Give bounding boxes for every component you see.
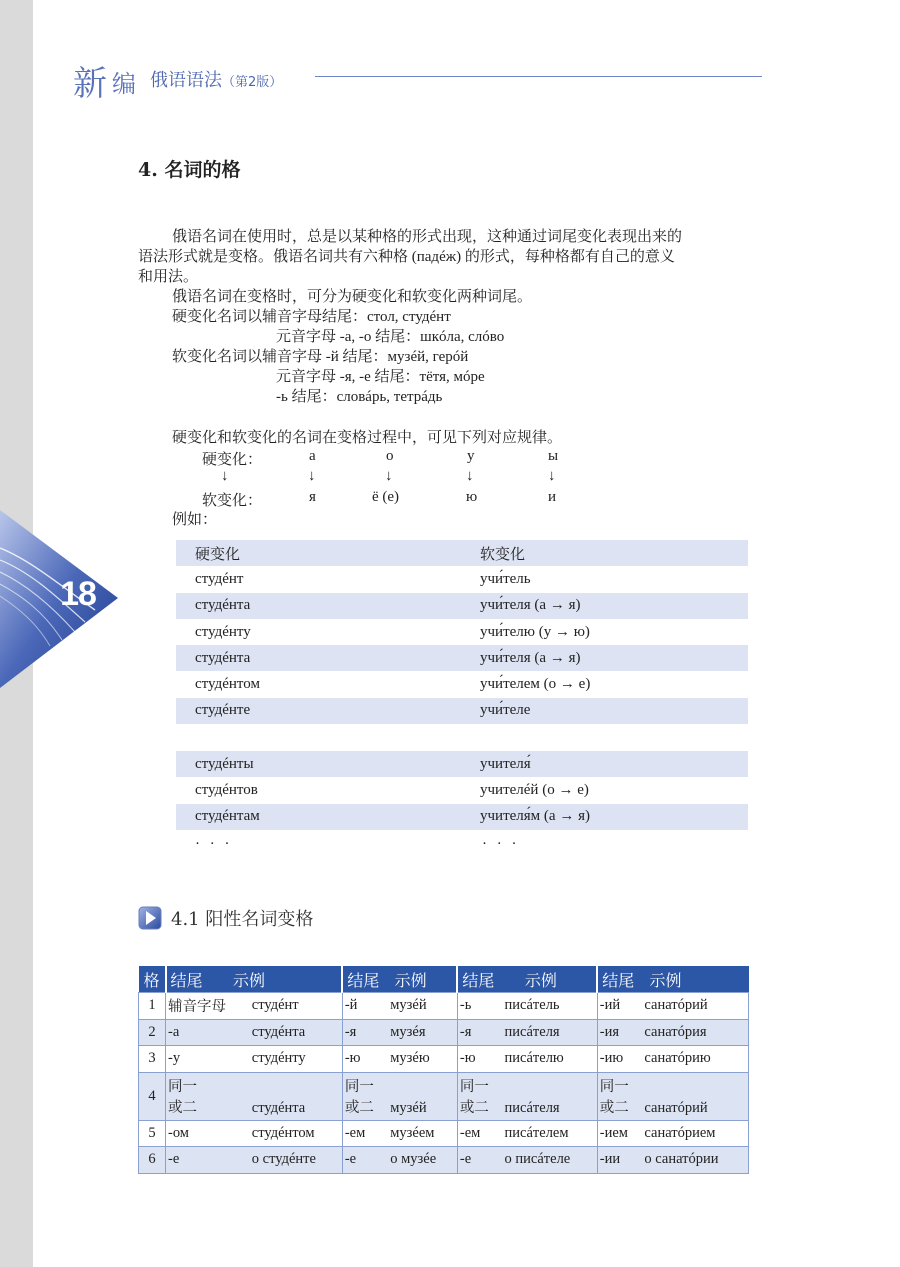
header-case: 格 [139, 966, 166, 993]
header-ending-example [457, 966, 597, 993]
play-arrow-icon [138, 906, 162, 930]
hard-form: студéнту [195, 623, 251, 640]
header-title-text: 俄语语法 [150, 70, 222, 91]
soft-form: учи́телем (о → е) [480, 676, 591, 693]
same-line-1: 同一 [168, 1079, 197, 1095]
case-number: 2 [139, 1019, 166, 1046]
table-row [176, 777, 748, 803]
example-cell: студéнта [250, 1072, 343, 1120]
arrow-down-icon: ↓ [548, 468, 556, 484]
soft-form: учи́теля (а → я) [480, 645, 748, 671]
case-number: 6 [139, 1147, 166, 1174]
hard-form: студéнты [176, 751, 480, 777]
soft-label: 软变化： [202, 493, 263, 509]
paragraph-soft-sign: -ь 结尾：словáрь, тетрáдь [276, 389, 443, 405]
ending-cell: -а [166, 1019, 250, 1046]
header-ending: 结尾 [462, 970, 495, 990]
example-cell: студéнт [250, 993, 343, 1020]
arrow-label-icon: ↓ [221, 468, 229, 484]
header-ending: 结尾 [602, 970, 635, 990]
header-ending: 结尾 [347, 970, 380, 990]
table-row [176, 619, 748, 645]
table-row [176, 804, 748, 830]
hard-form: студéнт [195, 570, 244, 587]
ending-cell: -й [342, 993, 388, 1020]
masculine-declension-table [138, 966, 749, 1174]
header-logo-bian: 编 [112, 70, 136, 98]
example-cell: писáтеля [503, 1019, 598, 1046]
hard-form: студéнте [176, 698, 480, 724]
ending-cell: -е [166, 1147, 250, 1174]
paragraph-soft-vowel: 元音字母 -я, -е 结尾：тётя, мóре [276, 369, 485, 385]
soft-form: учи́теля (а → я) [480, 593, 748, 619]
paragraph-correspondence-intro: 硬变化和软变化的名词在变格过程中，可见下列对应规律。 [172, 430, 563, 446]
ending-cell: 辅音字母 [166, 993, 250, 1020]
hard-letter-o: о [386, 448, 394, 464]
example-cell: писáтель [503, 993, 598, 1020]
ending-cell: -ием [597, 1120, 642, 1147]
example-cell: санатóрием [642, 1120, 748, 1147]
ending-cell: -ии [597, 1147, 642, 1174]
table-header-row [176, 540, 748, 566]
same-line-1: 同一 [599, 1079, 629, 1095]
ending-cell: -ию [597, 1046, 642, 1073]
hard-form: студéнтов [195, 782, 258, 799]
hard-form: студéнта [176, 593, 480, 619]
arrow-down-icon: ↓ [385, 468, 393, 484]
soft-letter-yu: ю [466, 489, 478, 505]
soft-form: учителя́м (а → я) [480, 804, 748, 830]
paragraph-1-line-1: 俄语名词在使用时，总是以某种格的形式出现，这种通过词尾变化表现出来的 [172, 229, 683, 245]
paragraph-2: 俄语名词在变格时，可分为硬变化和软变化两种词尾。 [172, 289, 533, 305]
example-cell: музéем [388, 1120, 457, 1147]
arrow-down-icon: ↓ [308, 468, 316, 484]
header-example: 示例 [394, 970, 427, 990]
table-row [139, 1072, 749, 1120]
header-ending: 结尾 [170, 970, 203, 990]
hard-letter-u: у [467, 448, 475, 464]
ending-cell: -ия [597, 1019, 642, 1046]
header-example: 示例 [649, 970, 682, 990]
same-line-2: 或二 [459, 1100, 489, 1116]
ending-cell: -ем [457, 1120, 502, 1147]
header-example: 示例 [524, 970, 557, 990]
example-cell: музéю [388, 1046, 457, 1073]
ending-cell [457, 1072, 502, 1120]
hard-form: студéнтам [176, 804, 480, 830]
header-edition: （第2版） [222, 75, 283, 90]
header-ending-example [597, 966, 748, 993]
same-line-2: 或二 [599, 1100, 629, 1116]
case-number: 5 [139, 1120, 166, 1147]
header-example: 示例 [233, 970, 266, 990]
ending-cell [342, 1072, 388, 1120]
example-cell: студéнтом [250, 1120, 343, 1147]
example-cell: писáтелем [503, 1120, 598, 1147]
arrow-down-icon: ↓ [466, 468, 474, 484]
same-line-2: 或二 [168, 1100, 197, 1116]
example-cell: санатóрию [642, 1046, 748, 1073]
ending-cell: -ий [597, 993, 642, 1020]
hard-form: студéнтом [195, 676, 260, 693]
header-rule [315, 76, 762, 77]
table-spacer-row [176, 724, 748, 751]
chapter-tab-decoration [0, 0, 130, 1267]
ending-cell: -я [457, 1019, 502, 1046]
ending-cell: -ем [342, 1120, 388, 1147]
soft-form: учи́тель [480, 570, 531, 587]
same-line-1: 同一 [344, 1079, 374, 1095]
ending-cell [166, 1072, 250, 1120]
example-cell: о санатóрии [642, 1147, 748, 1174]
example-cell: музéй [388, 1072, 457, 1120]
soft-letter-yo: ё (е) [372, 489, 400, 505]
paragraph-1-line-2: 语法形式就是变格。俄语名词共有六种格 (падéж) 的形式，每种格都有自己的意义 [138, 249, 675, 265]
case-number: 4 [139, 1072, 166, 1120]
example-cell: музéя [388, 1019, 457, 1046]
paragraph-1-line-3: 和用法。 [138, 269, 199, 285]
table-row [139, 993, 749, 1020]
header-book-title [150, 66, 282, 92]
ending-cell: -ом [166, 1120, 250, 1147]
example-cell: писáтелю [503, 1046, 598, 1073]
ending-cell: -ю [342, 1046, 388, 1073]
hard-letter-y: ы [548, 448, 559, 464]
table-row [176, 698, 748, 724]
soft-letter-i: и [548, 489, 557, 505]
hard-soft-comparison-table [176, 540, 748, 830]
table-row [139, 1120, 749, 1147]
ending-cell: -я [342, 1019, 388, 1046]
ending-cell: -е [457, 1147, 502, 1174]
soft-form: учи́теле [480, 698, 748, 724]
example-cell: санатóрий [642, 1072, 748, 1120]
ending-cell: -ю [457, 1046, 502, 1073]
table-row [176, 645, 748, 671]
subsection-title: 4.1 阳性名词变格 [171, 909, 314, 930]
header-ending-example [342, 966, 457, 993]
example-cell: студéнту [250, 1046, 343, 1073]
example-cell: студéнта [250, 1019, 343, 1046]
section-title: 4. 名词的格 [138, 159, 241, 181]
table-row [176, 751, 748, 777]
ellipsis-hard: · · · [195, 836, 233, 852]
example-cell: о музéе [388, 1147, 457, 1174]
ending-cell: -ь [457, 993, 502, 1020]
example-cell: о студéнте [250, 1147, 343, 1174]
hard-letter-a: а [309, 448, 316, 464]
declension-header-row [139, 966, 749, 993]
paragraph-hard-consonant: 硬变化名词以辅音字母结尾：стол, студéнт [172, 309, 451, 325]
example-label: 例如： [172, 512, 218, 528]
table-row [139, 1046, 749, 1073]
ellipsis-soft: · · · [482, 836, 520, 852]
header-ending-example [166, 966, 343, 993]
ending-cell [597, 1072, 642, 1120]
table-row [176, 671, 748, 697]
paragraph-hard-vowel: 元音字母 -а, -о 结尾：шкóла, слóво [276, 329, 505, 345]
soft-form: учи́телю (у → ю) [480, 623, 590, 640]
ending-cell: -е [342, 1147, 388, 1174]
case-number: 3 [139, 1046, 166, 1073]
soft-letter-ya: я [309, 489, 316, 505]
case-number: 1 [139, 993, 166, 1020]
example-cell: санатóрия [642, 1019, 748, 1046]
table-row [139, 1019, 749, 1046]
table-row [176, 566, 748, 592]
soft-form: учителя́ [480, 751, 748, 777]
header-logo-xin: 新 [73, 64, 107, 104]
same-line-1: 同一 [459, 1079, 489, 1095]
hard-label: 硬变化： [202, 452, 263, 468]
example-cell: музéй [388, 993, 457, 1020]
example-cell: о писáтеле [503, 1147, 598, 1174]
table-row [139, 1147, 749, 1174]
ending-cell: -у [166, 1046, 250, 1073]
table-row [176, 593, 748, 619]
soft-form: учителéй (о → е) [480, 782, 589, 799]
paragraph-soft-consonant: 软变化名词以辅音字母 -й 结尾：музéй, герóй [172, 349, 469, 365]
header-soft: 软变化 [480, 540, 748, 566]
same-line-2: 或二 [344, 1100, 374, 1116]
example-cell: писáтеля [503, 1072, 598, 1120]
hard-form: студéнта [176, 645, 480, 671]
page-number: 18 [60, 575, 96, 613]
header-hard: 硬变化 [176, 540, 480, 566]
example-cell: санатóрий [642, 993, 748, 1020]
